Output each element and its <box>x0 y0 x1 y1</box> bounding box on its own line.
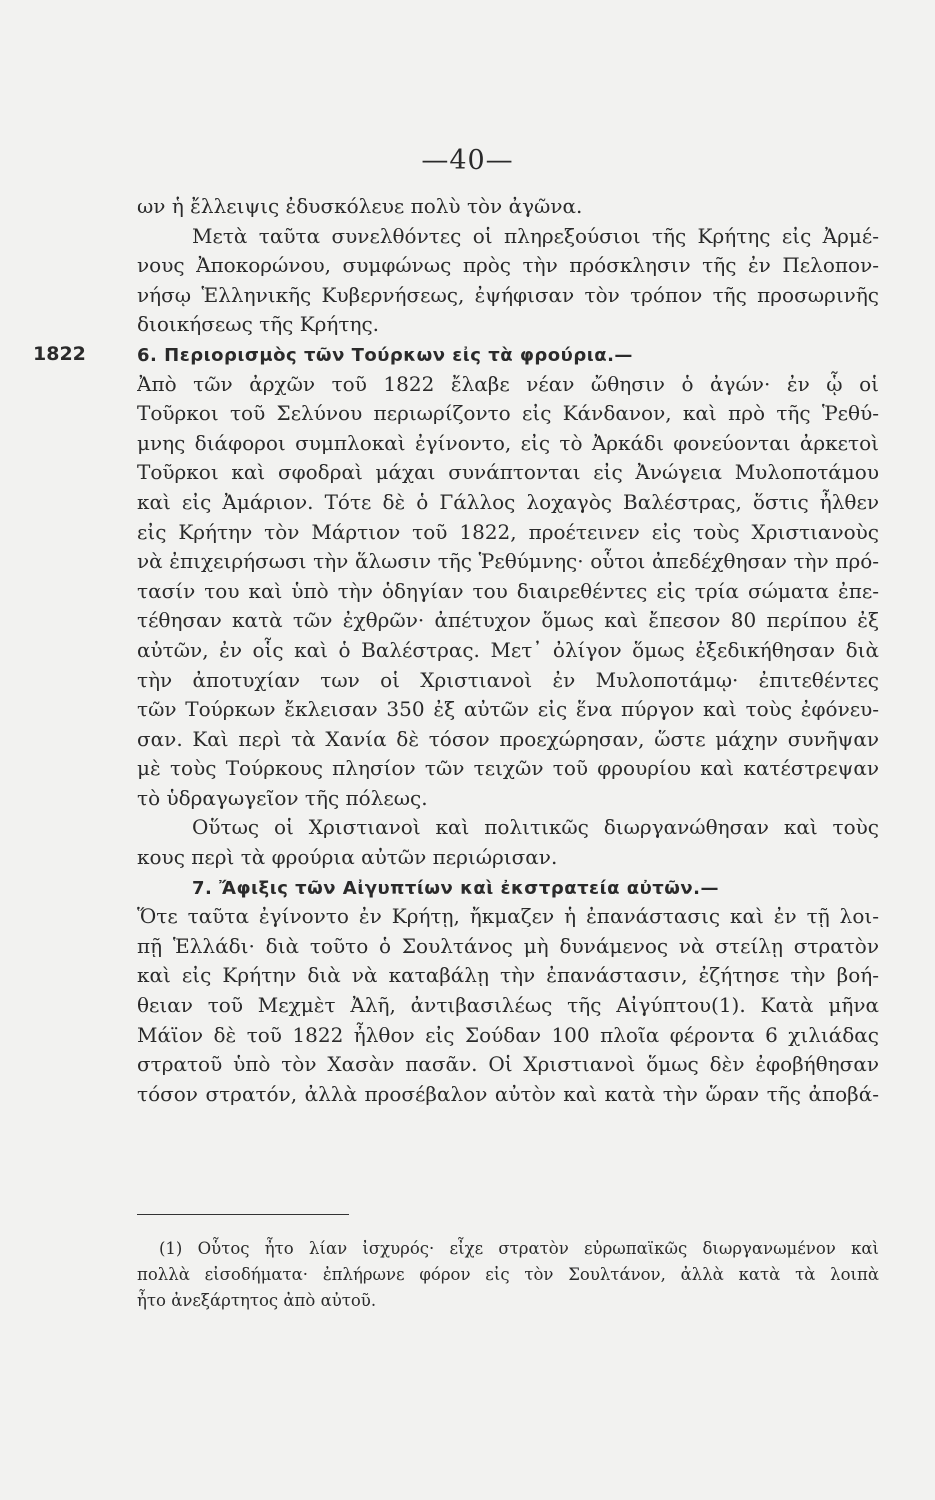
text-line: καὶ εἰς Ἀμάριον. Τότε δὲ ὁ Γάλλος λοχαγὸς Βαλέστρας, ὅστις ἦλθεν <box>137 489 879 514</box>
text-line: θειαν τοῦ Μεχμὲτ Ἀλῆ, ἀντιβασιλέως τῆς Αἰγύπτου(1). Κατὰ μῆνα <box>137 993 879 1018</box>
text-line: μνης διάφοροι συμπλοκαὶ ἐγίνοντο, εἰς τὸ Ἀρκάδι φονεύονται ἀρκετοὶ <box>137 430 879 455</box>
text-line: τέθησαν κατὰ τῶν ἐχθρῶν· ἀπέτυχον ὅμως καὶ ἔπεσον 80 περίπου ἐξ <box>137 608 879 633</box>
text-line: εἰς Κρήτην τὸν Μάρτιον τοῦ 1822, προέτεινεν εἰς τοὺς Χριστιανοὺς <box>137 519 879 544</box>
text-line: Μάϊον δὲ τοῦ 1822 ἦλθον εἰς Σούδαν 100 πλοῖα φέροντα 6 χιλιάδας <box>137 1022 879 1047</box>
text-line: καὶ εἰς Κρήτην διὰ νὰ καταβάλῃ τὴν ἐπανάστασιν, ἐζήτησε τὴν βοή- <box>137 963 879 988</box>
body-text <box>33 192 879 1109</box>
footnote-line: (1) Οὗτος ἦτο λίαν ἰσχυρός· εἶχε στρατὸν εὐρωπαϊκῶς διωργανωμένον καὶ <box>159 1239 879 1258</box>
text-line: Τοῦρκοι τοῦ Σελύνου περιωρίζοντο εἰς Κάνδανον, καὶ πρὸ τῆς Ῥεθύ- <box>137 401 879 426</box>
text-line: στρατοῦ ὑπὸ τὸν Χασὰν πασᾶν. Οἱ Χριστιανοὶ ὅμως δὲν ἐφοβήθησαν <box>137 1052 879 1077</box>
footnote-rule <box>137 1214 349 1215</box>
text-line: αὐτῶν, ἐν οἷς καὶ ὁ Βαλέστρας. Μετ᾿ ὀλίγον ὅμως ἐξεδικήθησαν διὰ <box>137 637 879 662</box>
text-line: σαν. Καὶ περὶ τὰ Χανία δὲ τόσον προεχώρησαν, ὥστε μάχην συνῆψαν <box>137 726 879 751</box>
text-line: κους περὶ τὰ φρούρια αὐτῶν περιώρισαν. <box>137 845 558 870</box>
margin-year: 1822 <box>33 342 86 365</box>
text-line: διοικήσεως τῆς Κρήτης. <box>137 312 380 337</box>
section-heading-6-text: 6. Περιορισμὸς τῶν Τούρκων εἰς τὰ φρούρια.— <box>137 344 633 366</box>
text-line: νους Ἀποκορώνου, συμφώνως πρὸς τὴν πρόσκλησιν τῆς ἐν Πελοπον- <box>137 253 879 278</box>
text-line: τὸ ὑδραγωγεῖον τῆς πόλεως. <box>137 785 428 810</box>
text-line: Μετὰ ταῦτα συνελθόντες οἱ πληρεξούσιοι τῆς Κρήτης εἰς Ἀρμέ- <box>192 223 879 248</box>
text-line: Ὅτε ταῦτα ἐγίνοντο ἐν Κρήτῃ, ἤκμαζεν ἡ ἐπανάστασις καὶ ἐν τῇ λοι- <box>137 904 879 929</box>
text-line: τόσον στρατόν, ἀλλὰ προσέβαλον αὐτὸν καὶ κατὰ τὴν ὥραν τῆς ἀποβά- <box>137 1081 879 1106</box>
section-heading-7 <box>137 873 879 903</box>
text-line: ων ἡ ἔλλειψις ἐδυσκόλευε πολὺ τὸν ἀγῶνα. <box>137 194 583 218</box>
text-line: νήσῳ Ἑλληνικῆς Κυβερνήσεως, ἐψήφισαν τὸν τρόπον τῆς προσωρινῆς <box>137 282 879 307</box>
section-heading-6 <box>33 340 879 370</box>
page-number: —40— <box>421 145 514 176</box>
text-line: μὲ τοὺς Τούρκους πλησίον τῶν τειχῶν τοῦ φρουρίου καὶ κατέστρεψαν <box>137 756 879 781</box>
footnote-line: πολλὰ εἰσοδήματα· ἐπλήρωνε φόρον εἰς τὸν Σουλτάνον, ἀλλὰ κατὰ τὰ λοιπὰ <box>137 1265 879 1284</box>
footnote-line: ἦτο ἀνεξάρτητος ἀπὸ αὐτοῦ. <box>137 1291 377 1310</box>
footnotes <box>137 1236 879 1314</box>
text-line: Οὕτως οἱ Χριστιανοὶ καὶ πολιτικῶς διωργανώθησαν καὶ τοὺς <box>192 815 879 840</box>
text-line: Ἀπὸ τῶν ἀρχῶν τοῦ 1822 ἔλαβε νέαν ὤθησιν ὁ ἀγών· ἐν ᾧ οἱ <box>137 371 879 396</box>
text-line: τὴν ἀποτυχίαν των οἱ Χριστιανοὶ ἐν Μυλοποτάμῳ· ἐπιτεθέντες <box>137 667 879 692</box>
text-line: νὰ ἐπιχειρήσωσι τὴν ἅλωσιν τῆς Ῥεθύμνης· οὗτοι ἀπεδέχθησαν τὴν πρό- <box>137 549 879 574</box>
text-line: τασίν του καὶ ὑπὸ τὴν ὁδηγίαν του διαιρεθέντες εἰς τρία σώματα ἐπε- <box>137 578 879 603</box>
text-line: Τοῦρκοι καὶ σφοδραὶ μάχαι συνάπτονται εἰς Ἀνώγεια Μυλοποτάμου <box>137 460 879 485</box>
text-line: τῶν Τούρκων ἔκλεισαν 350 ἐξ αὐτῶν εἰς ἕνα πύργον καὶ τοὺς ἐφόνευ- <box>137 697 879 722</box>
section-heading-7-text: 7. Ἄφιξις τῶν Αἰγυπτίων καὶ ἐκστρατεία αὐτῶν.— <box>192 877 719 899</box>
text-line: πῇ Ἑλλάδι· διὰ τοῦτο ὁ Σουλτάνος μὴ δυνάμενος νὰ στείλῃ στρατὸν <box>137 933 879 958</box>
